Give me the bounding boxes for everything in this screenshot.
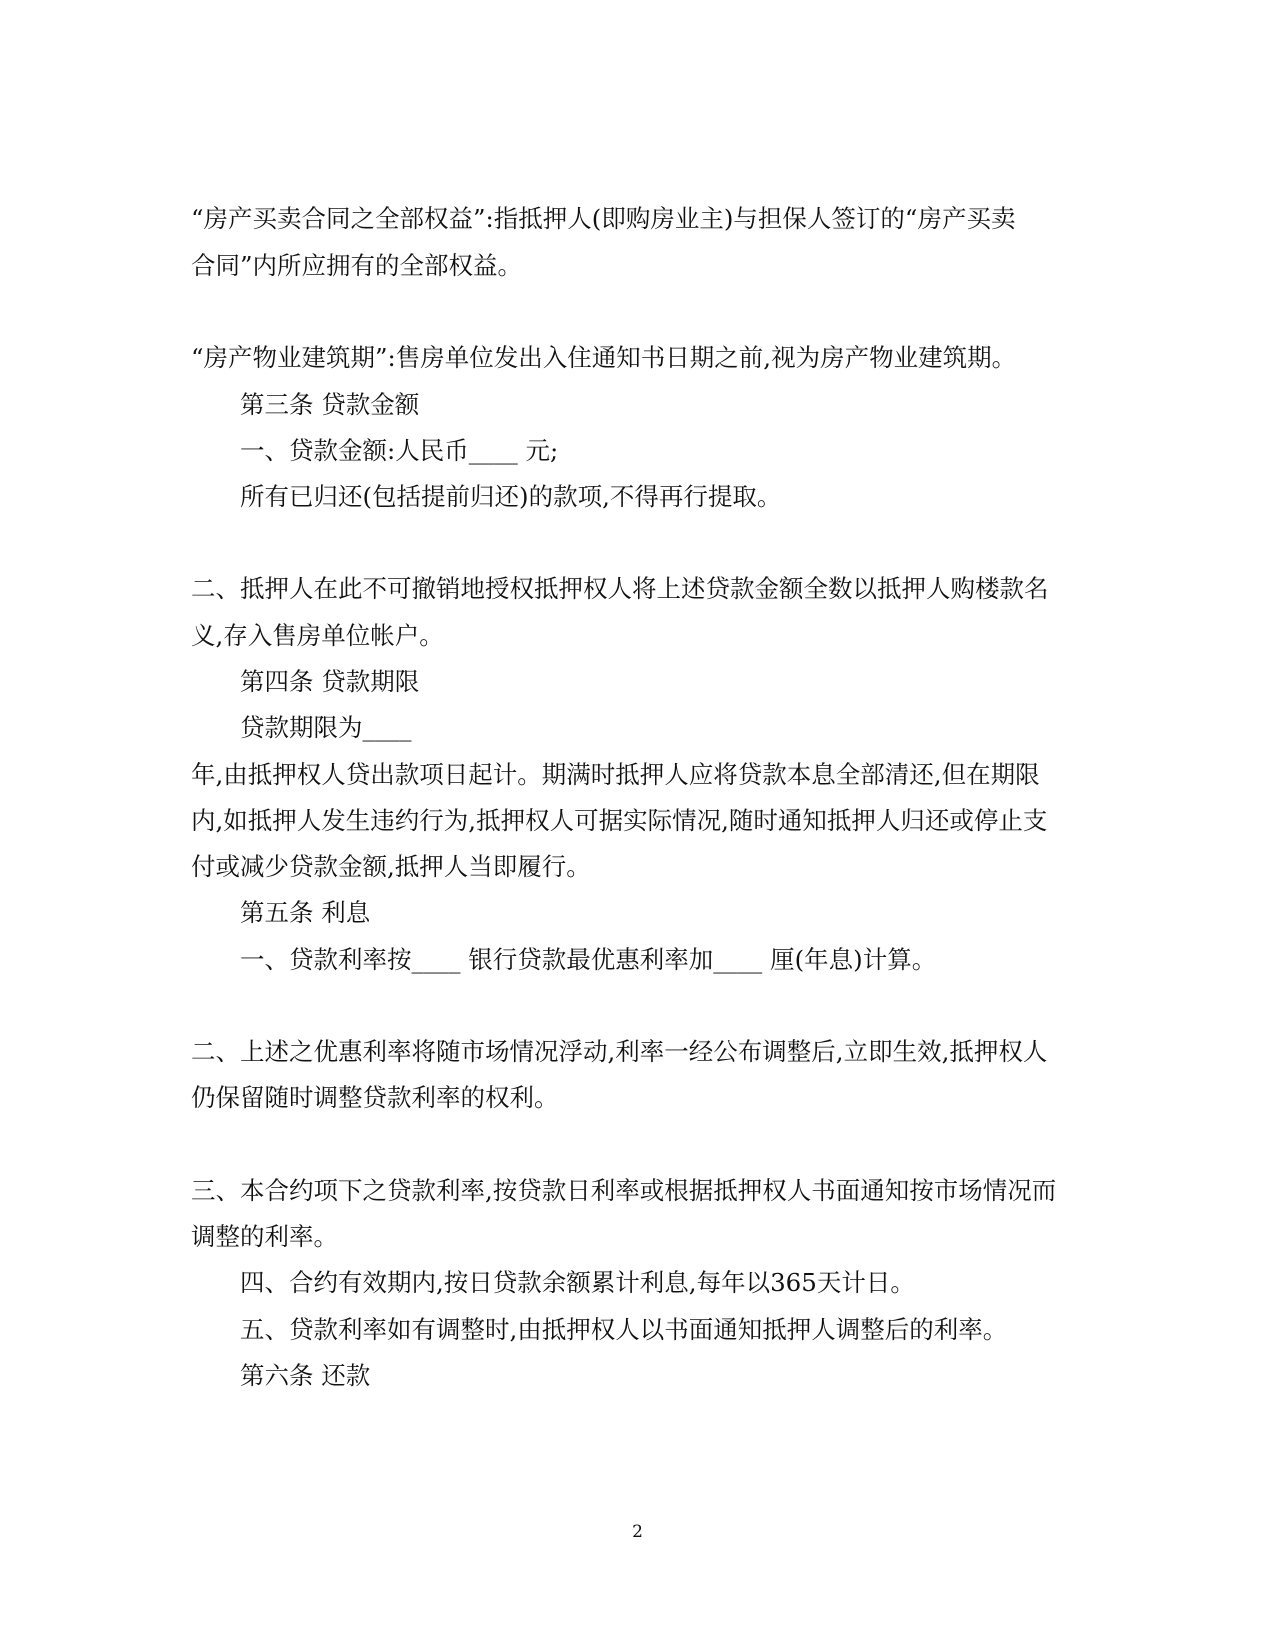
loan-amount-clause: 一、贷款金额:人民币____ 元; bbox=[240, 436, 559, 465]
article-6-heading: 第六条 还款 bbox=[240, 1361, 371, 1390]
authorization-clause: 二、抵押人在此不可撤销地授权抵押权人将上述贷款金额全数以抵押人购楼款名 bbox=[191, 574, 1049, 603]
interest-rate-clause-3: 三、本合约项下之贷款利率,按贷款日利率或根据抵押权人书面通知按市场情况而 bbox=[191, 1176, 1057, 1205]
interest-rate-clause-3-cont: 调整的利率。 bbox=[191, 1222, 338, 1251]
loan-term-clause: 贷款期限为____ bbox=[240, 713, 412, 742]
article-3-heading: 第三条 贷款金额 bbox=[240, 390, 420, 419]
authorization-clause-cont: 义,存入售房单位帐户。 bbox=[191, 621, 444, 650]
loan-term-clause-cont-2: 内,如抵押人发生违约行为,抵押权人可据实际情况,随时通知抵押人归还或停止支 bbox=[191, 806, 1048, 835]
definition-property-sale-rights: “房产买卖合同之全部权益”:指抵押人(即购房业主)与担保人签订的“房产买卖 bbox=[191, 204, 1016, 233]
repaid-funds-clause: 所有已归还(包括提前归还)的款项,不得再行提取。 bbox=[240, 482, 782, 511]
interest-rate-clause-1: 一、贷款利率按____ 银行贷款最优惠利率加____ 厘(年息)计算。 bbox=[240, 945, 937, 974]
interest-rate-clause-2-cont: 仍保留随时调整贷款利率的权利。 bbox=[191, 1083, 559, 1112]
article-5-heading: 第五条 利息 bbox=[240, 898, 371, 927]
interest-rate-clause-4: 四、合约有效期内,按日贷款余额累计利息,每年以365天计日。 bbox=[240, 1268, 915, 1297]
page-number: 2 bbox=[632, 1522, 643, 1542]
definition-construction-period: “房产物业建筑期”:售房单位发出入住通知书日期之前,视为房产物业建筑期。 bbox=[191, 343, 1017, 372]
article-4-heading: 第四条 贷款期限 bbox=[240, 667, 420, 696]
loan-term-clause-cont-1: 年,由抵押权人贷出款项日起计。期满时抵押人应将贷款本息全部清还,但在期限 bbox=[191, 760, 1040, 789]
definition-property-sale-rights-cont: 合同”内所应拥有的全部权益。 bbox=[191, 251, 523, 280]
interest-rate-clause-2: 二、上述之优惠利率将随市场情况浮动,利率一经公布调整后,立即生效,抵押权人 bbox=[191, 1037, 1048, 1066]
loan-term-clause-cont-3: 付或减少贷款金额,抵押人当即履行。 bbox=[191, 852, 591, 881]
interest-rate-clause-5: 五、贷款利率如有调整时,由抵押权人以书面通知抵押人调整后的利率。 bbox=[240, 1315, 1008, 1344]
